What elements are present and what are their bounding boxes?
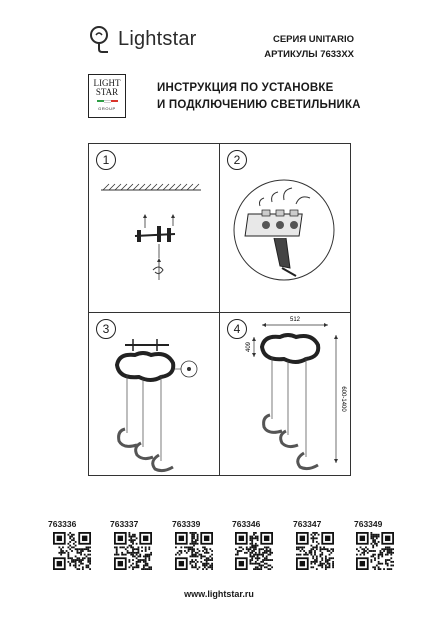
dimension-top-height: 409 (246, 341, 252, 353)
article-number-3: 763339 (172, 519, 201, 529)
article-number-2: 763337 (110, 519, 139, 529)
ceiling-mount-illustration (89, 144, 219, 312)
instruction-grid (88, 143, 351, 476)
step-number-4: 4 (227, 319, 247, 339)
step-number-2: 2 (227, 150, 247, 170)
italian-flag-icon (89, 100, 125, 103)
title-line-1: ИНСТРУКЦИЯ ПО УСТАНОВКЕ (157, 82, 334, 94)
qr-code-icon[interactable] (175, 532, 213, 570)
qr-code-icon[interactable] (356, 532, 394, 570)
badge-line-3: GROUP (98, 106, 116, 111)
page-title (157, 80, 361, 114)
qr-code-icon[interactable] (114, 532, 152, 570)
dimension-drop: 600-1400 (340, 386, 346, 412)
qr-code-icon[interactable] (296, 532, 334, 570)
article-number-4: 763346 (232, 519, 261, 529)
series-line: СЕРИЯ UNITARIO (272, 34, 354, 45)
website-link[interactable]: www.lightstar.ru (184, 589, 254, 599)
lightbulb-logo-icon (88, 24, 114, 54)
step-number-3: 3 (96, 319, 116, 339)
wire-terminal-illustration (220, 144, 350, 312)
qr-code-icon[interactable] (53, 532, 91, 570)
brand-logo (88, 24, 197, 54)
brand-name: Lightstar (118, 27, 197, 50)
dimension-width: 512 (289, 317, 301, 323)
step-number-1: 1 (96, 150, 116, 170)
articles-line: АРТИКУЛЫ 7633XX (264, 49, 354, 60)
article-number-5: 763347 (293, 519, 322, 529)
article-number-1: 763336 (48, 519, 77, 529)
badge-line-1: LIGHT (93, 78, 121, 88)
series-info (264, 32, 354, 62)
qr-code-icon[interactable] (235, 532, 273, 570)
dimensions-illustration (220, 313, 350, 476)
article-number-6: 763349 (354, 519, 383, 529)
lightstar-group-badge (88, 74, 126, 118)
hanging-assembly-illustration (89, 313, 219, 476)
badge-line-2: STAR (95, 87, 119, 97)
title-line-2: И ПОДКЛЮЧЕНИЮ СВЕТИЛЬНИКА (157, 99, 361, 111)
